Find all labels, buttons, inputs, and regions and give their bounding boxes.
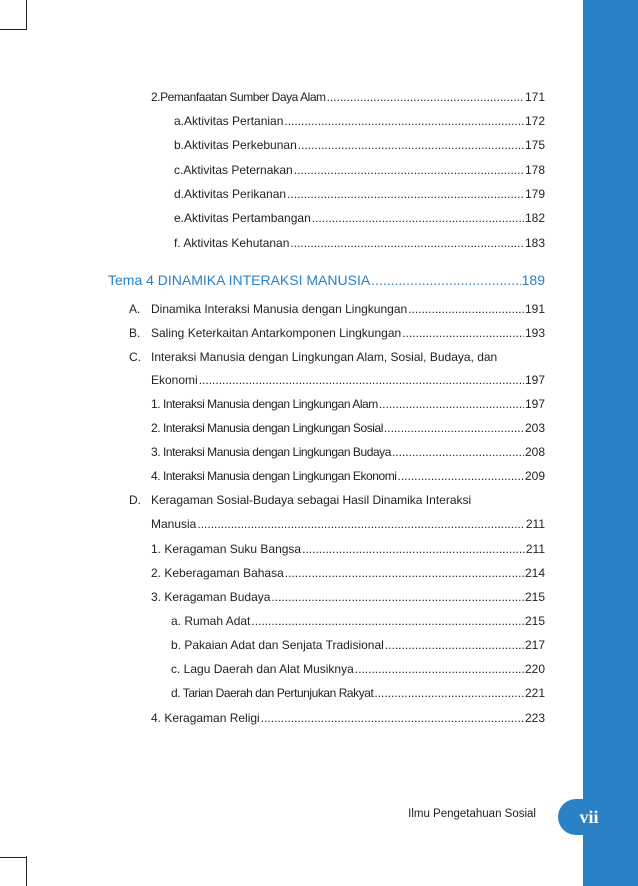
- toc-entry-page: 189: [521, 272, 545, 288]
- toc-entry-page: 211: [525, 517, 545, 531]
- toc-entry-label: Ekonomi: [151, 373, 198, 387]
- toc-entry-label: 4. Interaksi Manusia dengan Lingkungan Ekonomi: [151, 469, 397, 483]
- toc-entry-page: 203: [524, 421, 545, 435]
- toc-entry-label: 4. Keragaman Religi: [151, 711, 260, 725]
- leader-dots: [290, 235, 524, 251]
- leader-dots: [271, 589, 524, 605]
- toc-entry-label: a.Aktivitas Pertanian: [174, 114, 284, 128]
- toc-entry-page: 197: [524, 397, 545, 411]
- leader-dots: [261, 710, 524, 726]
- toc-entry-page: 215: [524, 590, 545, 604]
- toc-entry: [151, 372, 545, 388]
- leader-dots: [402, 325, 524, 341]
- leader-dots: [284, 113, 524, 129]
- toc-entry-label: b. Pakaian Adat dan Senjata Tradisional: [171, 638, 384, 652]
- toc-entry-page: 179: [524, 187, 545, 201]
- section-letter: A.: [129, 302, 141, 316]
- toc-entry: [151, 541, 545, 557]
- toc-entry-page: 221: [524, 686, 545, 700]
- toc-entry-page: 197: [524, 373, 545, 387]
- toc-entry-label: d. Tarian Daerah dan Pertunjukan Rakyat: [171, 686, 374, 700]
- leader-dots: [374, 685, 524, 701]
- toc-entry-label: f. Aktivitas Kehutanan: [174, 236, 290, 250]
- toc-entry: [151, 516, 545, 532]
- toc-entry: [151, 589, 545, 605]
- toc-entry-page: 182: [524, 211, 545, 225]
- toc-entry: [174, 210, 545, 226]
- toc-entry-label: 1. Keragaman Suku Bangsa: [151, 542, 302, 556]
- toc-entry-label: Dinamika Interaksi Manusia dengan Lingkungan: [151, 302, 408, 316]
- leader-dots: [302, 541, 525, 557]
- toc-entry: [174, 186, 545, 202]
- toc-entry-page: 209: [524, 469, 545, 483]
- crop-mark: [0, 29, 26, 30]
- crop-mark: [0, 857, 26, 858]
- crop-mark: [26, 856, 27, 886]
- toc-entry: [174, 162, 545, 178]
- leader-dots: [392, 444, 524, 460]
- leader-dots: [285, 565, 524, 581]
- toc-entry-page: 171: [524, 90, 545, 104]
- toc-entry-label: 2. Keberagaman Bahasa: [151, 566, 284, 580]
- toc-entry-label: Manusia: [151, 517, 197, 531]
- toc-entry-page: 223: [524, 711, 545, 725]
- toc-entry-label: a. Rumah Adat: [171, 614, 251, 628]
- toc-entry: [151, 396, 545, 412]
- toc-entry: [171, 661, 545, 677]
- leader-dots: [312, 210, 524, 226]
- toc-entry-page: 183: [524, 236, 545, 250]
- toc-entry: [174, 137, 545, 153]
- toc-entry-page: 178: [524, 163, 545, 177]
- toc-entry-label: 2.Pemanfaatan Sumber Daya Alam: [151, 90, 326, 104]
- crop-mark: [26, 0, 27, 30]
- toc-entry-label: 1. Interaksi Manusia dengan Lingkungan Alam: [151, 397, 378, 411]
- leader-dots: [327, 89, 524, 105]
- toc-entry: [171, 637, 545, 653]
- leader-dots: [355, 661, 524, 677]
- side-band: [583, 0, 638, 886]
- leader-dots: [385, 637, 524, 653]
- toc-entry-label: b.Aktivitas Perkebunan: [174, 138, 297, 152]
- leader-dots: [294, 162, 524, 178]
- section-letter: B.: [129, 326, 141, 340]
- leader-dots: [408, 301, 524, 317]
- toc-entry-page: 175: [524, 138, 545, 152]
- leader-dots: [384, 420, 524, 436]
- toc-entry-page: 220: [524, 662, 545, 676]
- toc-entry-label: d.Aktivitas Perikanan: [174, 187, 287, 201]
- book-title: Ilmu Pengetahuan Sosial: [408, 808, 536, 820]
- toc-entry: [151, 444, 545, 460]
- toc-entry-page: 193: [524, 326, 545, 340]
- toc-entry-label: 2. Interaksi Manusia dengan Lingkungan Sosial: [151, 421, 383, 435]
- leader-dots: [197, 516, 525, 532]
- toc-entry: [151, 301, 545, 317]
- toc-entry-label: Keragaman Sosial-Budaya sebagai Hasil Dinamika Interaksi: [151, 493, 472, 507]
- toc-entry-page: 211: [525, 542, 545, 556]
- toc-entry: [174, 235, 545, 251]
- leader-dots: [371, 271, 520, 289]
- toc-chapter-heading: [108, 271, 545, 289]
- toc-entry: [151, 468, 545, 484]
- toc-entry-label: Saling Keterkaitan Antarkomponen Lingkungan: [151, 326, 402, 340]
- toc-entry-page: 191: [524, 302, 545, 316]
- toc-entry: [171, 685, 545, 701]
- leader-dots: [251, 613, 524, 629]
- page-number: vii: [558, 799, 620, 835]
- toc-entry-label: e.Aktivitas Pertambangan: [174, 211, 311, 225]
- toc-entry: [151, 710, 545, 726]
- leader-dots: [397, 468, 523, 484]
- toc-entry-page: 172: [524, 114, 545, 128]
- leader-dots: [379, 396, 524, 412]
- toc-entry-label: Tema 4 DINAMIKA INTERAKSI MANUSIA: [108, 272, 371, 288]
- toc-entry-label: 3. Interaksi Manusia dengan Lingkungan Budaya: [151, 445, 391, 459]
- toc-entry: [151, 420, 545, 436]
- toc-entry-label: c. Lagu Daerah dan Alat Musiknya: [171, 662, 354, 676]
- toc-entry: [171, 613, 545, 629]
- toc-entry-page: 215: [524, 614, 545, 628]
- toc-entry: [151, 565, 545, 581]
- toc-entry-page: 208: [524, 445, 545, 459]
- leader-dots: [199, 372, 524, 388]
- section-letter: D.: [129, 493, 141, 507]
- toc-entry-label: Interaksi Manusia dengan Lingkungan Alam, Sosial, Budaya, dan: [151, 350, 498, 364]
- toc-entry-label: 3. Keragaman Budaya: [151, 590, 271, 604]
- toc-entry: [174, 113, 545, 129]
- toc-entry-page: 214: [524, 566, 545, 580]
- leader-dots: [287, 186, 524, 202]
- section-letter: C.: [129, 350, 141, 364]
- leader-dots: [298, 137, 524, 153]
- toc-entry: [151, 325, 545, 341]
- toc-entry: [151, 89, 545, 105]
- toc-entry-label: c.Aktivitas Peternakan: [174, 163, 293, 177]
- toc-entry-page: 217: [524, 638, 545, 652]
